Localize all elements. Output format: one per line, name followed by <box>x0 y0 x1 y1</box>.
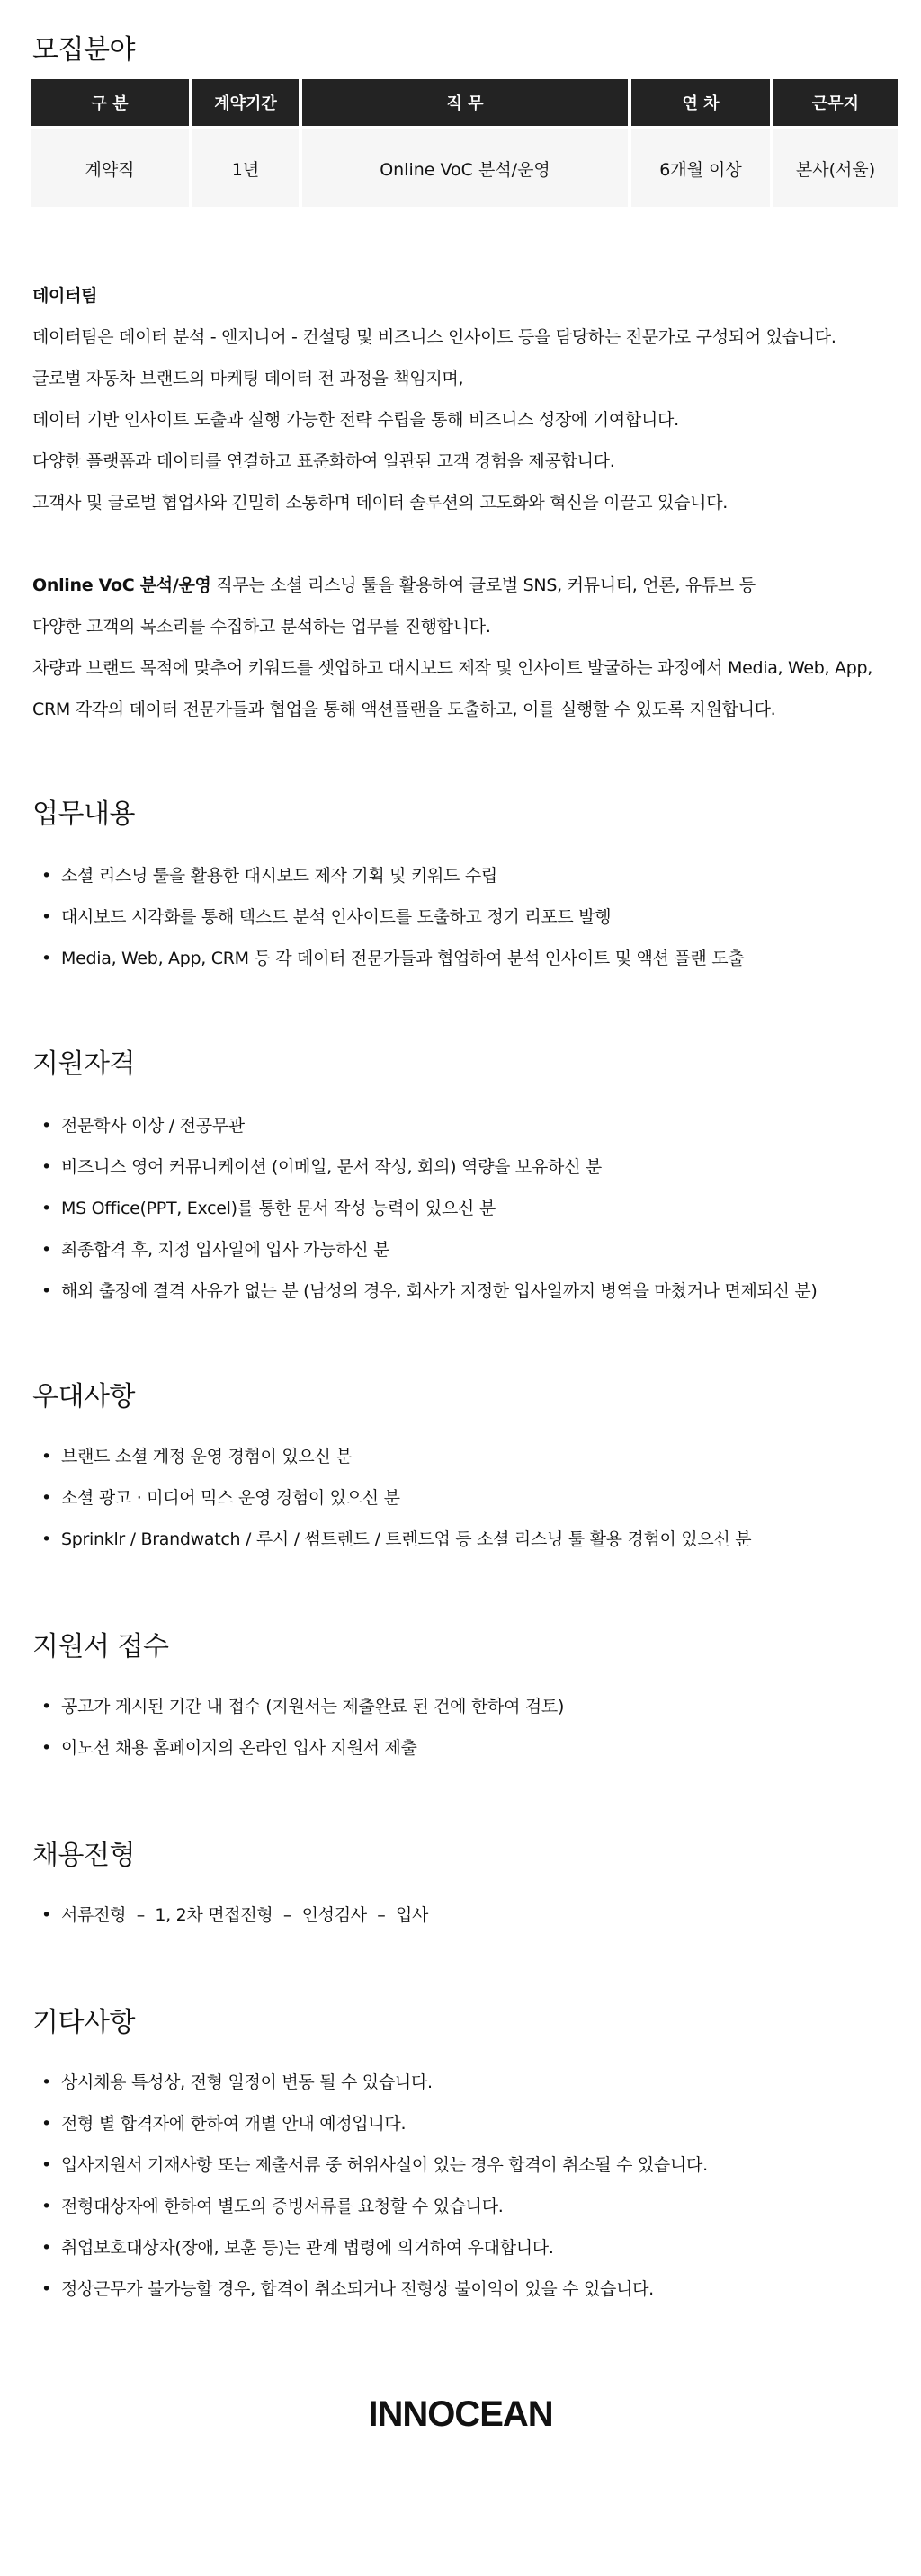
list-item: • 소셜 리스닝 툴을 활용한 대시보드 제작 기획 및 키워드 수립 <box>41 855 905 896</box>
list-item: • 소셜 광고 · 미디어 믹스 운영 경험이 있으신 분 <box>41 1477 905 1519</box>
preferred-list <box>41 1436 905 1560</box>
list-item: • 상시채용 특성상, 전형 일정이 변동 될 수 있습니다. <box>41 2062 905 2103</box>
cell-experience: 6개월 이상 <box>631 129 770 207</box>
list-item: • 정상근무가 불가능할 경우, 합격이 취소되거나 전형상 불이익이 있을 수 있습니다. <box>41 2268 905 2310</box>
role-intro-line: 다양한 고객의 목소리를 수집하고 분석하는 업무를 진행합니다. <box>32 617 491 637</box>
etc-list <box>41 2062 905 2310</box>
team-intro-line: 데이터 기반 인사이트 도출과 실행 가능한 전략 수립을 통해 비즈니스 성장에 기여합니다. <box>32 410 679 430</box>
list-item: • 전형대상자에 한하여 별도의 증빙서류를 요청할 수 있습니다. <box>41 2186 905 2227</box>
recruit-title: 모집분야 <box>32 34 135 66</box>
duties-list <box>41 855 905 979</box>
list-item: • 전형 별 합격자에 한하여 개별 안내 예정입니다. <box>41 2103 905 2144</box>
header-category: 구 분 <box>31 79 189 129</box>
cell-contract-period: 1년 <box>192 129 299 207</box>
list-item: • 브랜드 소셜 계정 운영 경험이 있으신 분 <box>41 1436 905 1477</box>
list-item: • 대시보드 시각화를 통해 텍스트 분석 인사이트를 도출하고 정기 리포트 발행 <box>41 896 905 938</box>
team-intro-line: 데이터팀은 데이터 분석 - 엔지니어 - 컨설팅 및 비즈니스 인사이트 등을 담당하는 전문가로 구성되어 있습니다. <box>32 327 836 347</box>
team-heading: 데이터팀 <box>32 286 98 306</box>
list-item: • Sprinklr / Brandwatch / 루시 / 썸트렌드 / 트렌드업 등 소셜 리스닝 툴 활용 경험이 있으신 분 <box>41 1519 905 1560</box>
list-item: • 해외 출장에 결격 사유가 없는 분 (남성의 경우, 회사가 지정한 입사일까지 병역을 마쳤거나 면제되신 분) <box>41 1270 905 1312</box>
role-intro-rest: 직무는 소셜 리스닝 툴을 활용하여 글로벌 SNS, 커뮤니티, 언론, 유튜브 등 <box>210 575 756 595</box>
cell-category: 계약직 <box>31 129 189 207</box>
list-item: • 전문학사 이상 / 전공무관 <box>41 1105 905 1146</box>
list-item: • 입사지원서 기재사항 또는 제출서류 중 허위사실이 있는 경우 합격이 취소될 수 있습니다. <box>41 2144 905 2186</box>
list-item: • 이노션 채용 홈페이지의 온라인 입사 지원서 제출 <box>41 1727 905 1769</box>
list-item: • MS Office(PPT, Excel)를 통한 문서 작성 능력이 있으신 분 <box>41 1188 905 1229</box>
list-item: • 최종합격 후, 지정 입사일에 입사 가능하신 분 <box>41 1229 905 1270</box>
list-item: • 서류전형 – 1, 2차 면접전형 – 인성검사 – 입사 <box>41 1894 905 1936</box>
process-title: 채용전형 <box>32 1840 135 1871</box>
cell-job: Online VoC 분석/운영 <box>302 129 628 207</box>
table-header-row <box>31 79 898 129</box>
role-name: Online VoC 분석/운영 <box>32 575 211 595</box>
team-intro <box>32 275 896 523</box>
role-intro <box>32 565 896 730</box>
header-location: 근무지 <box>773 79 898 129</box>
header-contract-period: 계약기간 <box>192 79 299 129</box>
recruit-table <box>27 79 901 207</box>
process-list <box>41 1894 905 1936</box>
list-item: • 공고가 게시된 기간 내 접수 (지원서는 제출완료 된 건에 한하여 검토) <box>41 1686 905 1727</box>
list-item: • 비즈니스 영어 커뮤니케이션 (이메일, 문서 작성, 회의) 역량을 보유하신 분 <box>41 1146 905 1188</box>
header-experience: 연 차 <box>631 79 770 129</box>
header-job: 직 무 <box>302 79 628 129</box>
application-list <box>41 1686 905 1769</box>
team-intro-line: 글로벌 자동차 브랜드의 마케팅 데이터 전 과정을 책임지며, <box>32 369 464 388</box>
list-item: • 취업보호대상자(장애, 보훈 등)는 관계 법령에 의거하여 우대합니다. <box>41 2227 905 2268</box>
preferred-title: 우대사항 <box>32 1381 135 1413</box>
role-intro-line: CRM 각각의 데이터 전문가들과 협업을 통해 액션플랜을 도출하고, 이를 실행할 수 있도록 지원합니다. <box>32 700 776 719</box>
etc-title: 기타사항 <box>32 2007 135 2038</box>
application-title: 지원서 접수 <box>32 1631 169 1662</box>
duties-title: 업무내용 <box>32 798 135 830</box>
innocean-logo: INNOCEAN <box>368 2394 553 2434</box>
cell-location: 본사(서울) <box>773 129 898 207</box>
table-row <box>31 129 898 207</box>
qualifications-list <box>41 1105 905 1312</box>
team-intro-line: 고객사 및 글로벌 협업사와 긴밀히 소통하며 데이터 솔루션의 고도화와 혁신을 이끌고 있습니다. <box>32 493 728 513</box>
role-intro-line <box>32 565 896 606</box>
list-item: • Media, Web, App, CRM 등 각 데이터 전문가들과 협업하여 분석 인사이트 및 액션 플랜 도출 <box>41 938 905 979</box>
role-intro-line: 차량과 브랜드 목적에 맞추어 키워드를 셋업하고 대시보드 제작 및 인사이트 발굴하는 과정에서 Media, Web, App, <box>32 658 872 678</box>
qualifications-title: 지원자격 <box>32 1048 135 1080</box>
team-intro-line: 다양한 플랫폼과 데이터를 연결하고 표준화하여 일관된 고객 경험을 제공합니다. <box>32 451 615 471</box>
